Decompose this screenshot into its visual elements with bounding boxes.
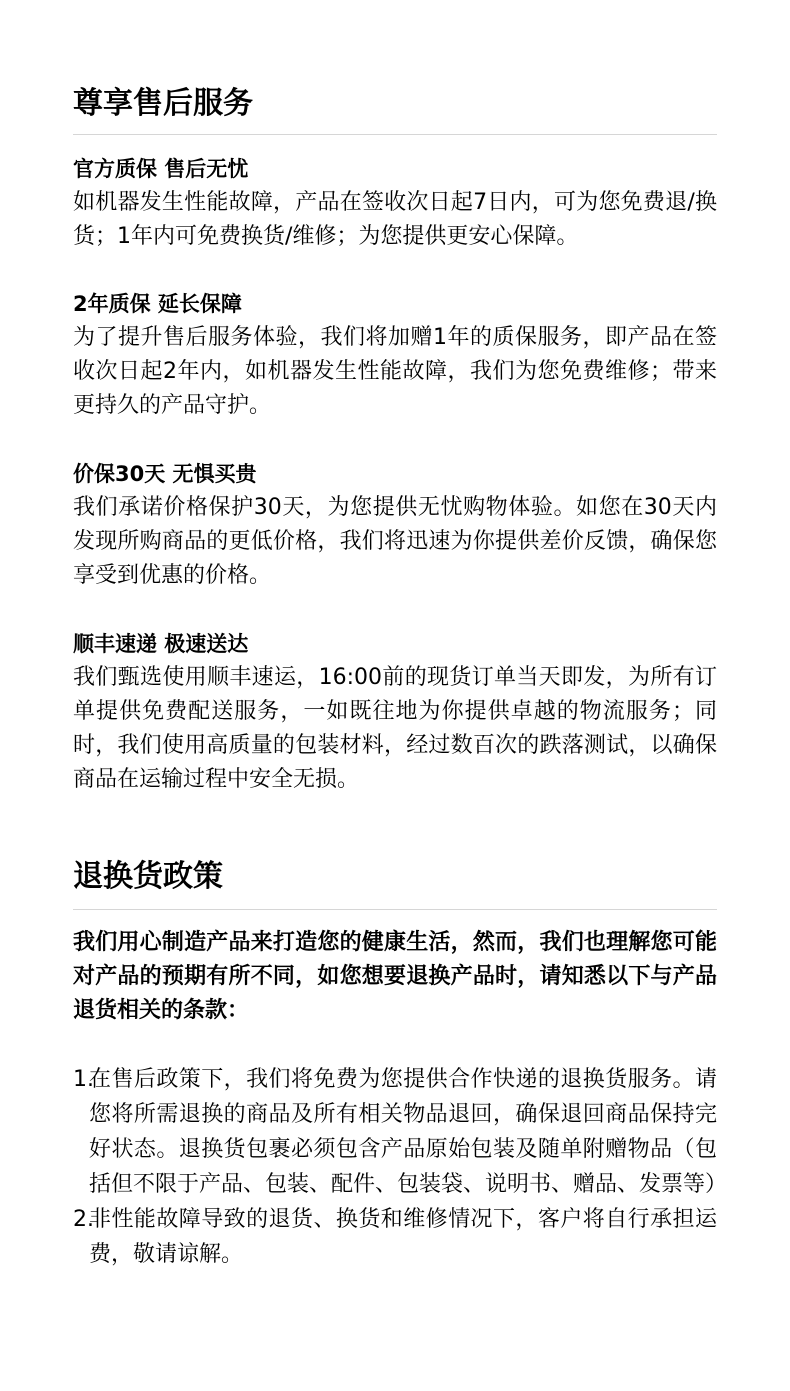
item-heading: 2年质保 延长保障 xyxy=(73,292,242,316)
item-heading: 价保30天 无惧买贵 xyxy=(73,462,257,486)
after-sales-item-price-protection xyxy=(73,459,717,593)
list-item xyxy=(73,1062,728,1202)
return-policy-title: 退换货政策 xyxy=(73,859,223,894)
return-policy-terms xyxy=(73,1062,728,1272)
item-body: 我们承诺价格保护30天，为您提供无忧购物体验。如您在30天内发现所购商品的更低价格，我们将迅速为你提供差价反馈，确保您享受到优惠的价格。 xyxy=(73,495,717,588)
after-sales-item-express-delivery xyxy=(73,629,717,797)
item-heading: 顺丰速递 极速送达 xyxy=(73,632,249,656)
item-heading: 官方质保 售后无忧 xyxy=(73,157,249,181)
after-sales-item-extended-warranty xyxy=(73,289,717,423)
item-body: 如机器发生性能故障，产品在签收次日起7日内，可为您免费退/换货；1年内可免费换货/维修；为您提供更安心保障。 xyxy=(73,190,717,249)
term-number: 2. xyxy=(73,1207,94,1232)
after-sales-divider xyxy=(73,134,717,135)
after-sales-title: 尊享售后服务 xyxy=(73,86,253,121)
item-body: 我们甄选使用顺丰速运，16:00前的现货订单当天即发，为所有订单提供免费配送服务，一如既往地为你提供卓越的物流服务；同时，我们使用高质量的包装材料，经过数百次的跌落测试，以确保商品在运输过程中安全无损。 xyxy=(73,665,717,792)
list-item xyxy=(73,1202,717,1272)
after-sales-item-warranty xyxy=(73,154,717,254)
return-policy-divider xyxy=(73,909,717,910)
term-text: 非性能故障导致的退货、换货和维修情况下，客户将自行承担运费，敬请谅解。 xyxy=(89,1207,717,1267)
term-number: 1. xyxy=(73,1067,94,1092)
term-text: 在售后政策下，我们将免费为您提供合作快递的退换货服务。请您将所需退换的商品及所有相关物品退回，确保退回商品保持完好状态。退换货包裹必须包含产品原始包装及随单附赠物品（包括但不限于产品、包装、配件、包装袋、说明书、赠品、发票等） xyxy=(89,1067,728,1197)
item-body: 为了提升售后服务体验，我们将加赠1年的质保服务，即产品在签收次日起2年内，如机器发生性能故障，我们为您免费维修；带来更持久的产品守护。 xyxy=(73,325,717,418)
return-policy-intro: 我们用心制造产品来打造您的健康生活，然而，我们也理解您可能对产品的预期有所不同，如您想要退换产品时，请知悉以下与产品退货相关的条款： xyxy=(73,930,717,1023)
